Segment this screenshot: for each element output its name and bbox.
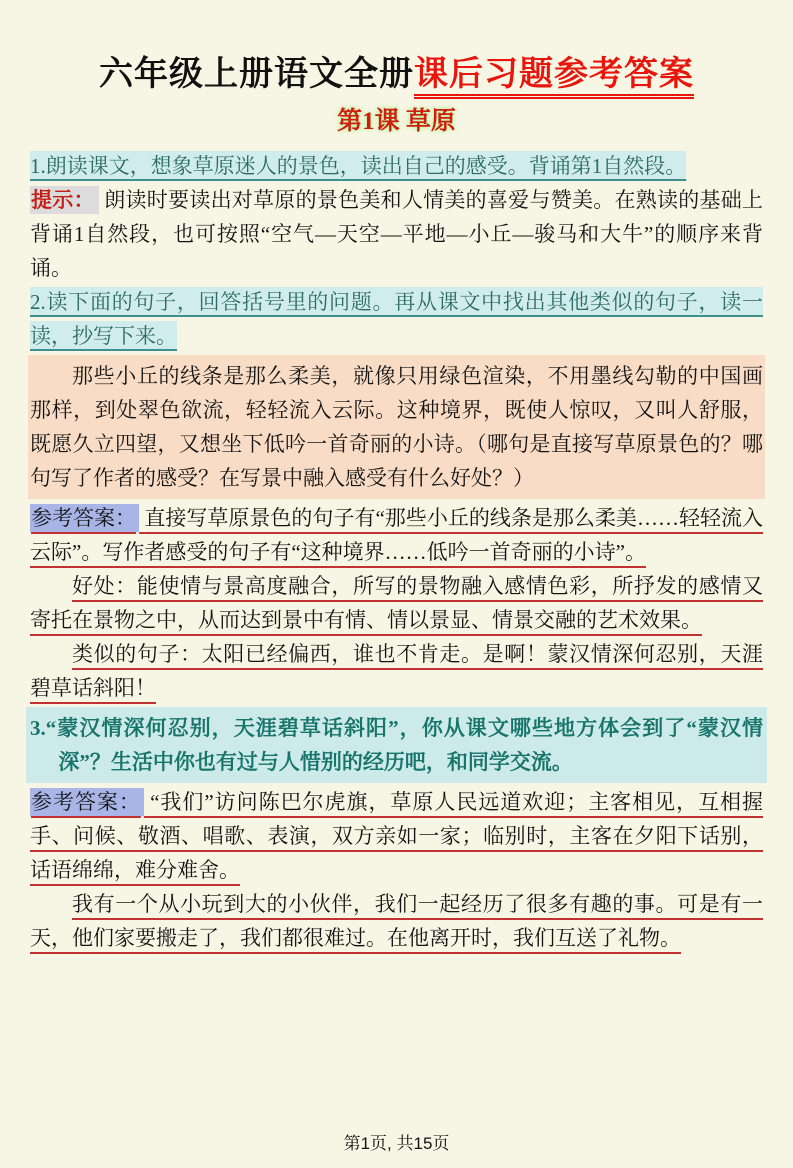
answer-2-paragraph-2: 好处：能使情与景高度融合，所写的景物融入感情色彩，所抒发的感情又寄托在景物之中，从而达到景中有情、情以景显、情景交融的艺术效果。 (30, 574, 763, 632)
hint-paragraph (30, 183, 763, 285)
document-page (0, 46, 793, 955)
question-2 (30, 285, 763, 353)
question-1 (30, 149, 763, 183)
main-title (30, 46, 763, 95)
answer-2-label: 参考答案： (30, 504, 139, 532)
question-1-text: 1.朗读课文，想象草原迷人的景色，读出自己的感受。背诵第1自然段。 (30, 151, 686, 181)
question-3: 3.“蒙汉情深何忍别，天涯碧草话斜阳”，你从课文哪些地方体会到了“蒙汉情深”？生活中你也有过与人惜别的经历吧，和同学交流。 (26, 707, 767, 783)
excerpt-paragraph: 那些小丘的线条是那么柔美，就像只用绿色渲染，不用墨线勾勒的中国画那样，到处翠色欲流，轻轻流入云际。这种境界，既使人惊叹，又叫人舒服，既愿久立四望，又想坐下低吟一首奇丽的小诗。（哪句是直接写草原景色的？哪句写了作者的感受？在写景中融入感受有什么好处？） (28, 355, 765, 499)
answer-2-paragraph-3: 类似的句子：太阳已经偏西，谁也不肯走。是啊！蒙汉情深何忍别，天涯碧草话斜阳！ (30, 642, 763, 700)
lesson-heading: 第1课 草原 (337, 108, 456, 135)
answer-2-text-1: 直接写草原景色的句子有“那些小丘的线条是那么柔美……轻轻流入云际”。写作者感受的句子有“这种境界……低吟一首奇丽的小诗”。 (30, 506, 763, 564)
answer-3-label: 参考答案： (30, 788, 144, 816)
main-title-black-part: 六年级上册语文全册 (99, 56, 414, 93)
main-title-red-part: 课后习题参考答案 (414, 56, 694, 99)
hint-text: 朗读时要读出对草原的景色美和人情美的喜爱与赞美。在熟读的基础上背诵1自然段，也可按照“空气—天空—平地—小丘—骏马和大牛”的顺序来背诵。 (30, 188, 764, 280)
hint-label: 提示： (30, 186, 99, 214)
answer-2-paragraph-1 (30, 501, 763, 569)
answer-3-paragraph-2: 我有一个从小玩到大的小伙伴，我们一起经历了很多有趣的事。可是有一天，他们家要搬走了，我们都很难过。在他离开时，我们互送了礼物。 (30, 892, 763, 950)
question-2-text: 2.读下面的句子，回答括号里的问题。再从课文中找出其他类似的句子，读一读，抄写下来。 (30, 287, 763, 351)
answer-3-text-1: “我们”访问陈巴尔虎旗，草原人民远道欢迎；主客相见，互相握手、问候、敬酒、唱歌、表演，双方亲如一家；临别时，主客在夕阳下话别，话语绵绵，难分难舍。 (30, 790, 764, 882)
page-indicator: 第1页, 共15页 (343, 1134, 450, 1153)
answer-3-paragraph-1 (30, 785, 763, 887)
